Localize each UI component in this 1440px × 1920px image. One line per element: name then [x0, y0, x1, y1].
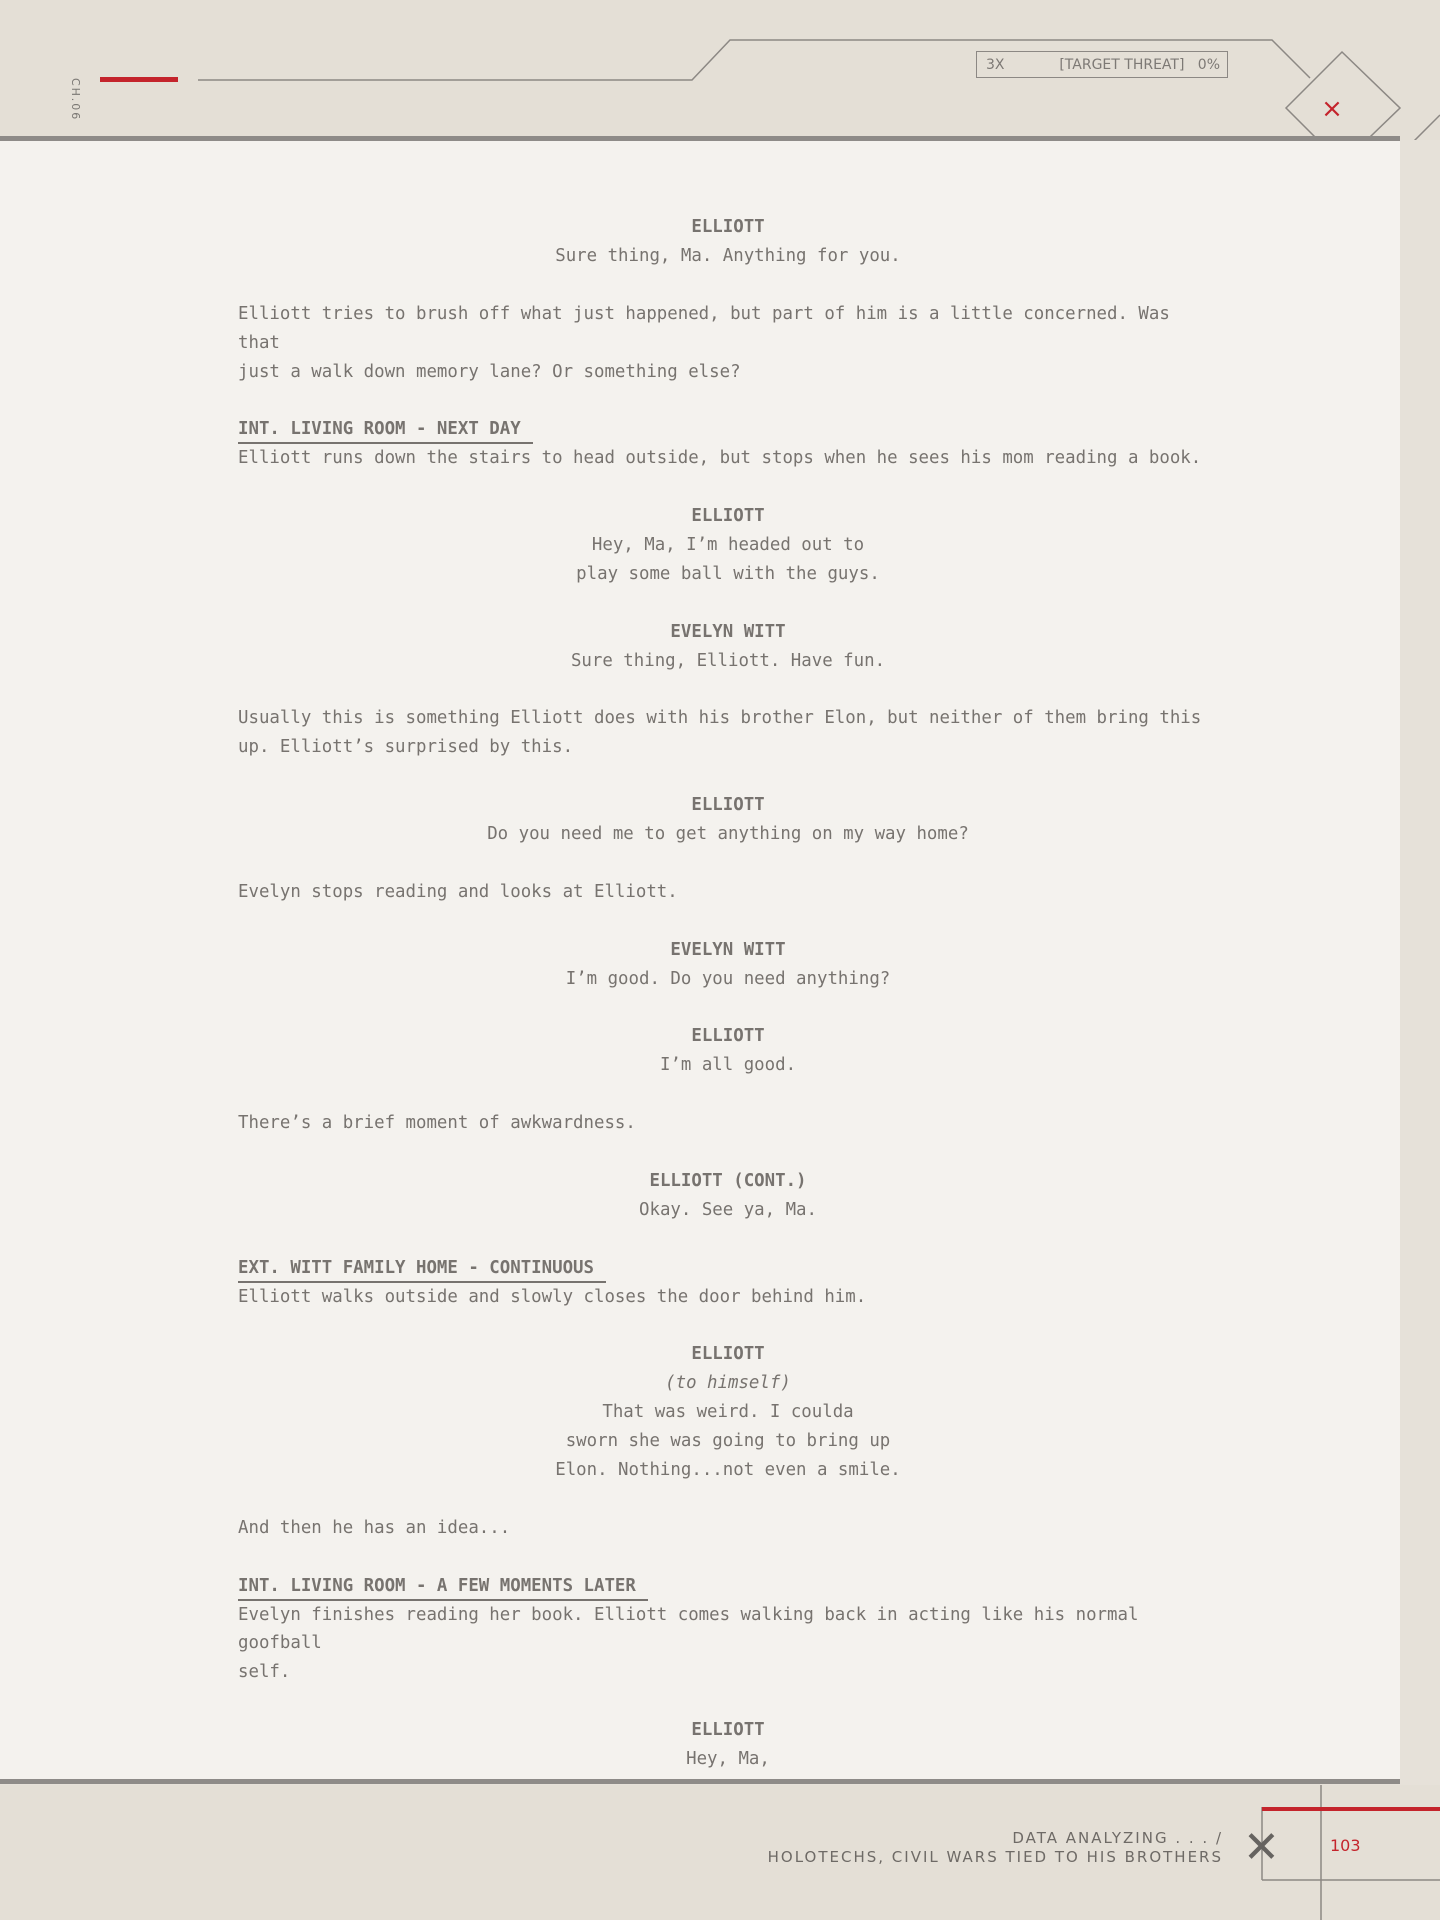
script-page [0, 136, 1400, 1784]
close-icon[interactable]: × [1321, 94, 1343, 124]
dialogue-line: Elon. Nothing...not even a smile. [555, 1459, 901, 1480]
character-name: ELLIOTT [691, 506, 765, 527]
scene-heading [238, 415, 1218, 444]
dialogue [238, 820, 1218, 849]
action-text: Usually this is something Elliott does with his brother Elon, but neither of them bring this [238, 708, 1202, 729]
threat-label: [TARGET THREAT] [1059, 56, 1185, 73]
action-text: Evelyn finishes reading her book. Elliott comes walking back in acting like his normal goofball [238, 1604, 1139, 1654]
scene-heading [238, 1572, 1218, 1601]
action-text: up. Elliott’s surprised by this. [238, 737, 574, 758]
action-text: Elliott runs down the stairs to head outside, but stops when he sees his mom reading a book. [238, 448, 1202, 469]
scene-heading [238, 1254, 1218, 1283]
dialogue [238, 647, 1218, 676]
footer-line-1: DATA ANALYZING . . . / [1012, 1829, 1223, 1847]
dialogue [238, 531, 1218, 589]
character-name: ELLIOTT [691, 1344, 765, 1365]
dialogue-line: Sure thing, Ma. Anything for you. [555, 245, 901, 266]
dialogue-line: That was weird. I coulda [602, 1402, 854, 1423]
scene-heading-text: INT. LIVING ROOM - NEXT DAY [238, 416, 533, 444]
page-number: 103 [1330, 1836, 1361, 1855]
parenthetical: (to himself) [665, 1373, 791, 1394]
character-name: ELLIOTT [691, 1720, 765, 1741]
dialogue-line: I’m good. Do you need anything? [565, 968, 891, 989]
action-text: Evelyn stops reading and looks at Elliott. [238, 881, 678, 902]
dialogue-line: sworn she was going to bring up [565, 1431, 891, 1452]
dialogue-line: Okay. See ya, Ma. [639, 1199, 817, 1220]
action-line [238, 1514, 1218, 1543]
footer-line-2: HOLOTECHS, CIVIL WARS TIED TO HIS BROTHERS [767, 1848, 1223, 1866]
chapter-accent-bar [100, 77, 178, 82]
dialogue-line: Hey, Ma, I’m headed out to [591, 535, 865, 556]
footer-accent-bar [1262, 1807, 1440, 1811]
action-line [238, 300, 1218, 387]
chapter-label: CH.06 [69, 78, 82, 122]
action-line [238, 444, 1218, 473]
character-name: EVELYN WITT [670, 939, 786, 960]
dialogue [238, 1745, 1218, 1774]
action-line [238, 878, 1218, 907]
dialogue-line: Hey, Ma, [686, 1749, 770, 1770]
action-text: self. [238, 1662, 291, 1683]
dialogue-line: Sure thing, Elliott. Have fun. [570, 650, 886, 671]
footer-caption [768, 1829, 1223, 1867]
character-name: EVELYN WITT [670, 621, 786, 642]
bottom-frame [0, 1785, 1440, 1920]
dialogue [238, 965, 1218, 994]
x-mark-icon: ✕ [1243, 1822, 1280, 1873]
threat-multiplier: 3X [986, 56, 1005, 73]
screenplay-text [238, 213, 1218, 1774]
action-line [238, 704, 1218, 762]
dialogue [238, 1051, 1218, 1080]
dialogue-line: Do you need me to get anything on my way home? [487, 824, 969, 845]
scene-heading-text: EXT. WITT FAMILY HOME - CONTINUOUS [238, 1255, 606, 1283]
action-text: Elliott walks outside and slowly closes the door behind him. [238, 1286, 867, 1307]
dialogue [238, 242, 1218, 271]
action-text: And then he has an idea... [238, 1517, 511, 1538]
target-threat-box [976, 51, 1228, 78]
action-text: Elliott tries to brush off what just happened, but part of him is a little concerned. Was that [238, 303, 1170, 353]
character-name: ELLIOTT (CONT.) [649, 1170, 807, 1191]
character-name: ELLIOTT [691, 795, 765, 816]
character-name: ELLIOTT [691, 1026, 765, 1047]
scene-heading-text: INT. LIVING ROOM - A FEW MOMENTS LATER [238, 1573, 648, 1601]
dialogue [238, 1398, 1218, 1485]
action-text: just a walk down memory lane? Or something else? [238, 361, 741, 382]
action-line [238, 1109, 1218, 1138]
action-text: There’s a brief moment of awkwardness. [238, 1113, 636, 1134]
dialogue [238, 1196, 1218, 1225]
dialogue-line: play some ball with the guys. [576, 563, 880, 584]
dialogue-line: I’m all good. [659, 1055, 797, 1076]
threat-value: 0% [1197, 56, 1220, 73]
action-line [238, 1601, 1218, 1688]
action-line [238, 1283, 1218, 1312]
character-name: ELLIOTT [691, 217, 765, 237]
